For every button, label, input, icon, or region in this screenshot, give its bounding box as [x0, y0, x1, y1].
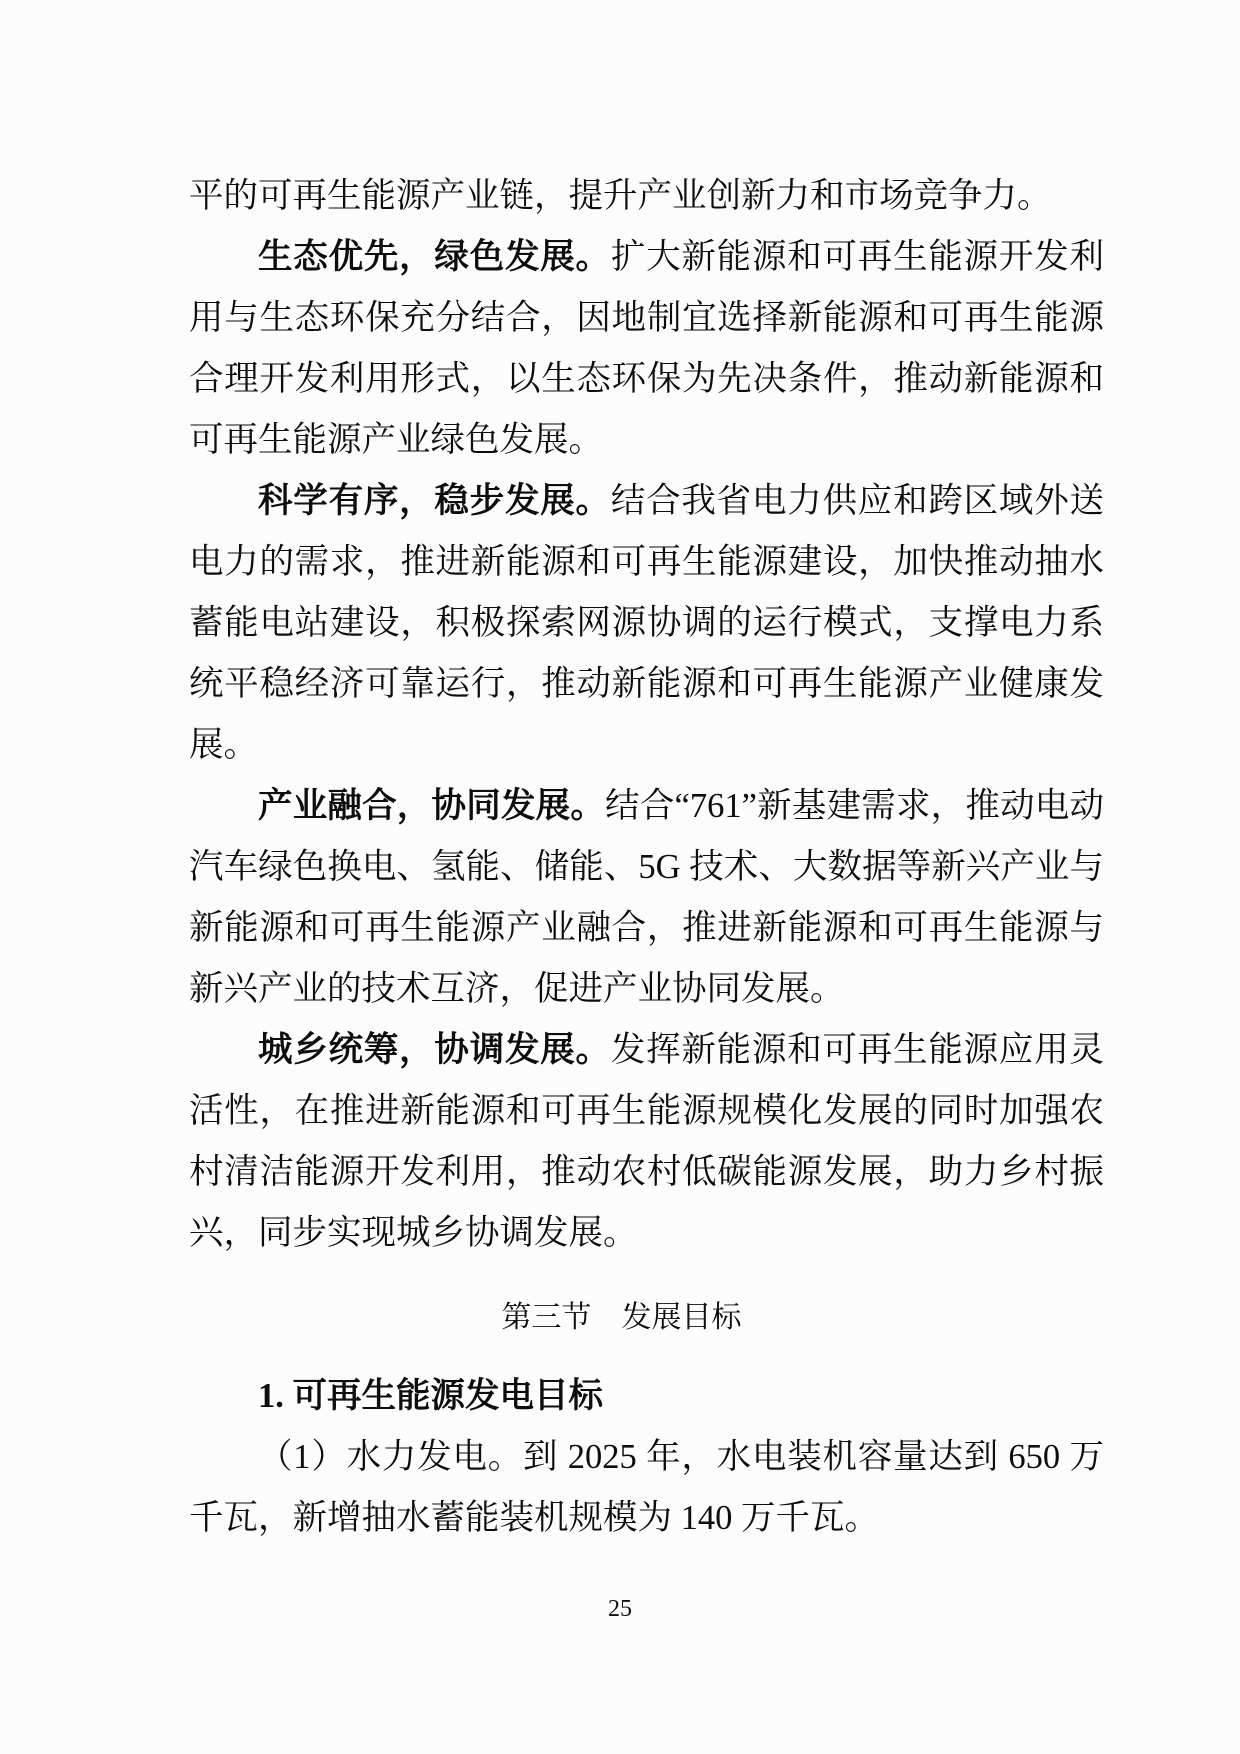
paragraph-lead-urban-rural: 城乡统筹，协调发展。	[258, 1031, 611, 1069]
paragraph-scientific	[189, 471, 1104, 776]
paragraph-body-industry: 结合“761”新基建需求，推动电动汽车绿色换电、氢能、储能、5G 技术、大数据等新兴产业与新能源和可再生能源产业融合，推进新能源和可再生能源与新兴产业的技术互济，促进产业协同发展。	[189, 787, 1105, 1008]
sub-heading: 1. 可再生能源发电目标	[258, 1377, 603, 1415]
paragraph-body-scientific: 结合我省电力供应和跨区域外送电力的需求，推进新能源和可再生能源建设，加快推动抽水蓄能电站建设，积极探索网源协调的运行模式，支撑电力系统平稳经济可靠运行，推动新能源和可再生能源产业健康发展。	[189, 482, 1105, 764]
paragraph-lead-industry: 产业融合，协同发展。	[258, 787, 606, 825]
page-number: 25	[608, 1596, 632, 1622]
paragraph-urban-rural	[189, 1020, 1104, 1264]
page-content	[189, 166, 1104, 1549]
paragraph-industry	[189, 776, 1104, 1020]
paragraph-body-urban-rural: 发挥新能源和可再生能源应用灵活性，在推进新能源和可再生能源规模化发展的同时加强农村清洁能源开发利用，推动农村低碳能源发展，助力乡村振兴，同步实现城乡协调发展。	[189, 1031, 1105, 1252]
paragraph-ecology	[189, 227, 1104, 471]
paragraph-lead-ecology: 生态优先，绿色发展。	[258, 238, 611, 276]
paragraph-body-ecology: 扩大新能源和可再生能源开发利用与生态环保充分结合，因地制宜选择新能源和可再生能源合理开发利用形式，以生态环保为先决条件，推动新能源和可再生能源产业绿色发展。	[189, 238, 1105, 459]
section-heading: 第三节 发展目标	[501, 1301, 742, 1334]
paragraph-continuation: 平的可再生能源产业链，提升产业创新力和市场竞争力。	[189, 177, 1052, 215]
goal-paragraph: （1）水力发电。到 2025 年，水电装机容量达到 650 万千瓦，新增抽水蓄能装机规模为 140 万千瓦。	[189, 1438, 1104, 1537]
paragraph-lead-scientific: 科学有序，稳步发展。	[258, 482, 611, 520]
